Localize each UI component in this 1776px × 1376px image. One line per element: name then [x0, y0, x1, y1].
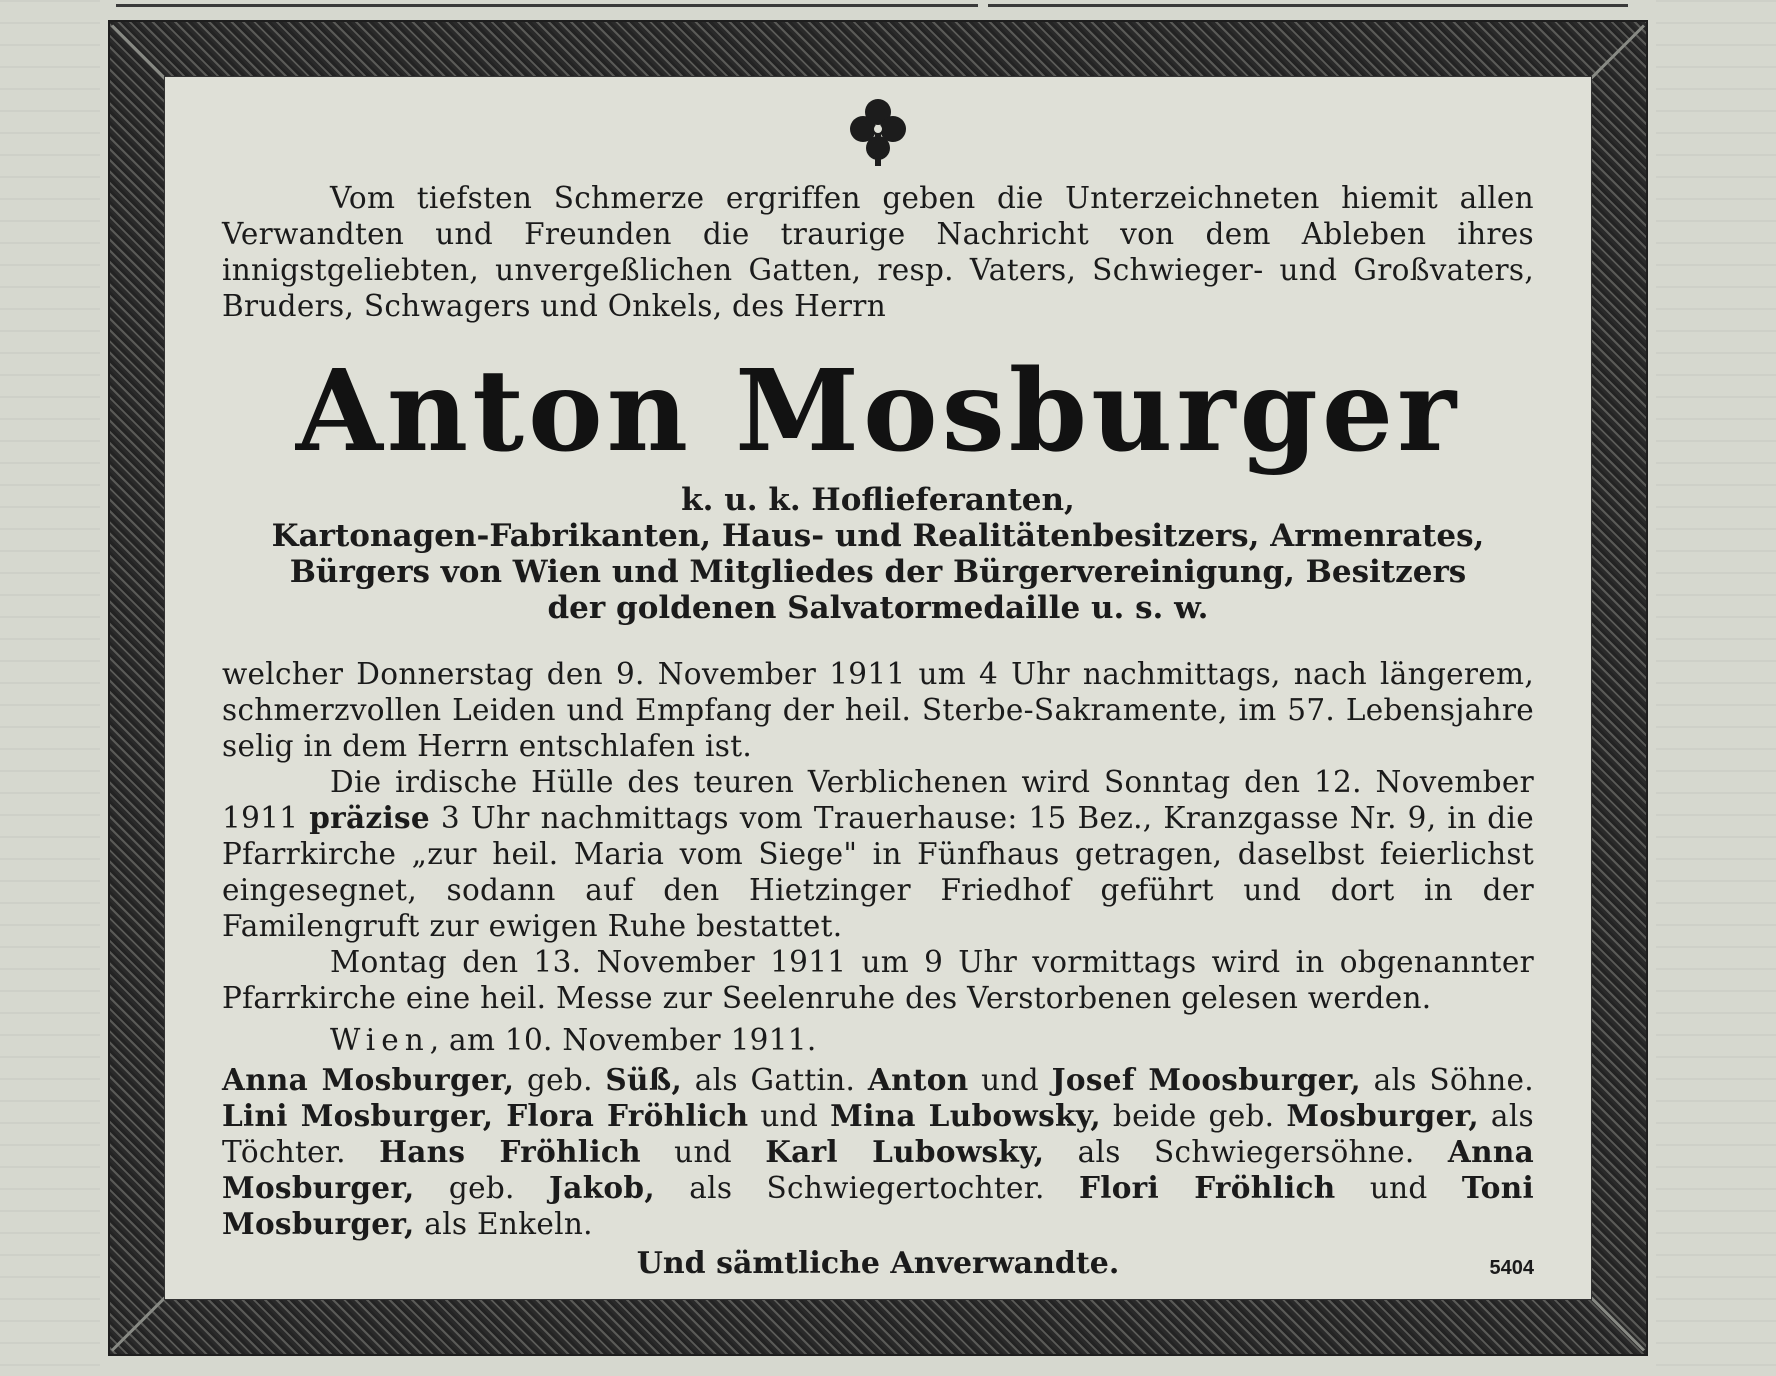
title-line: k. u. k. Hoflieferanten, — [681, 482, 1075, 518]
frame-corner — [1589, 24, 1645, 80]
family-name: Anna Mosburger, — [222, 1134, 1534, 1205]
deceased-name: Anton Mosburger — [295, 346, 1461, 477]
family-name: Karl Lubowsky, — [765, 1134, 1045, 1169]
frame-corner — [111, 24, 167, 80]
family-text: als Töchter. — [222, 1099, 1534, 1169]
top-rule-right — [988, 4, 1628, 7]
family-text: und — [968, 1063, 1052, 1097]
death-paragraph: welcher Donnerstag den 9. November 1911 um 4 Uhr nachmittags, nach längerem, schmerzvollen Leiden und Empfang der heil. Sterbe-Sakramente, im 57. Lebensjahre selig in dem Herrn entschlafen ist. — [222, 657, 1534, 763]
family-text: geb. — [514, 1063, 606, 1097]
family-name: Jakob, — [549, 1170, 655, 1205]
cross-icon — [846, 96, 910, 170]
title-line: der goldenen Salvatormedaille u. s. w. — [547, 590, 1209, 626]
family-text: als Schwiegertochter. — [654, 1171, 1079, 1205]
intro-paragraph: Vom tiefsten Schmerze ergriffen geben die Unterzeichneten hiemit allen Verwandten und Freunden die traurige Nachricht von dem Ableben ihres innigstgeliebten, unvergeßlichen Gatten, resp. Vaters, Schwieger- und Großvaters, Bruders, Schwagers und Onkels, des Herrn — [222, 181, 1534, 323]
family-name: Hans Fröhlich — [379, 1134, 641, 1169]
family-text: beide geb. — [1100, 1099, 1287, 1133]
closing-text: Und sämtliche Anverwandte. — [636, 1246, 1120, 1281]
reference-number: 5404 — [1489, 1257, 1534, 1279]
title-line: Kartonagen-Fabrikanten, Haus- und Realitätenbesitzers, Armenrates, — [271, 518, 1485, 554]
family-name: Mina Lubowsky, — [830, 1098, 1101, 1133]
family-text: und — [1335, 1171, 1462, 1205]
title-line: Bürgers von Wien und Mitgliedes der Bürgervereinigung, Besitzers — [289, 554, 1467, 590]
obituary-body — [164, 76, 1592, 1300]
family-name: Lini Mosburger, Flora Fröhlich — [222, 1098, 749, 1133]
family-text: und — [640, 1135, 766, 1169]
frame-corner — [111, 1296, 167, 1352]
closing-line — [222, 1244, 1534, 1284]
deceased-titles — [222, 482, 1534, 626]
family-name: Mosburger, — [1286, 1098, 1479, 1133]
family-text: als Schwiegersöhne. — [1044, 1135, 1448, 1169]
family-text: geb. — [414, 1171, 550, 1205]
background-column-left — [0, 0, 100, 1376]
family-name: Toni Mosburger, — [222, 1170, 1535, 1241]
family-text: als Enkeln. — [414, 1207, 593, 1241]
place: Wien — [330, 1023, 430, 1057]
obituary-frame — [110, 22, 1646, 1354]
top-rule-left — [116, 4, 978, 7]
funeral-emphasis: präzise — [309, 800, 430, 835]
family-text: als Söhne. — [1360, 1063, 1534, 1097]
date: , am 10. November 1911. — [429, 1023, 817, 1057]
funeral-paragraph — [222, 764, 1534, 944]
family-name: Josef Moosburger, — [1051, 1062, 1361, 1097]
obituary-content — [222, 96, 1534, 1284]
funeral-text: 3 Uhr nachmittags vom Trauerhause: 15 Bez., Kranzgasse Nr. 9, in die Pfarrkirche „zur heil. Maria vom Siege" in Fünfhaus getragen, daselbst feierlichst eingesegnet, sodann auf den Hietzinger Friedhof geführt und dort in der Familengruft zur ewigen Ruhe bestattet. — [222, 801, 1534, 943]
family-text: und — [748, 1099, 831, 1133]
family-signatories — [222, 1062, 1534, 1242]
family-name: Anna Mosburger, — [222, 1062, 515, 1097]
frame-corner — [1589, 1296, 1645, 1352]
family-text: als Gattin. — [682, 1063, 868, 1097]
funeral-text: Die irdische Hülle des teuren Verblichenen wird Sonntag den 12. November 1911 — [222, 765, 1534, 835]
family-name: Süß, — [605, 1062, 683, 1097]
mass-paragraph: Montag den 13. November 1911 um 9 Uhr vormittags wird in obgenannter Pfarrkirche eine heil. Messe zur Seelenruhe des Verstorbenen gelesen werden. — [222, 945, 1534, 1015]
background-column-right — [1656, 0, 1776, 1376]
family-name: Anton — [867, 1062, 969, 1097]
family-name: Flori Fröhlich — [1078, 1170, 1336, 1205]
place-date — [222, 1022, 1534, 1058]
